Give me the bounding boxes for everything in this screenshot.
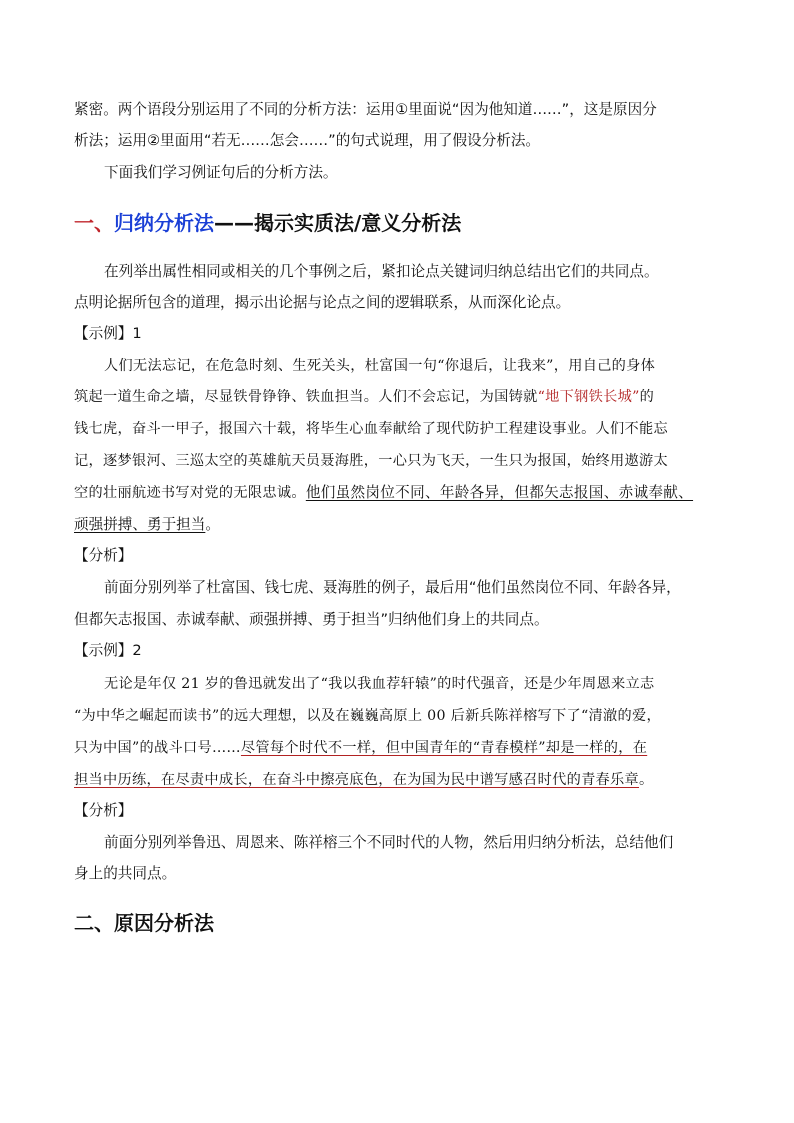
example-2-line-1: 无论是年仅 21 岁的鲁迅就发出了“我以我血荐轩辕”的时代强音，还是少年周恩来立志 [104, 676, 655, 692]
example-1-period: 。 [205, 516, 220, 533]
analysis-1-line-1: 前面分别列举了杜富国、钱七虎、聂海胜的例子，最后用“他们虽然岗位不同、年龄各异， [104, 579, 681, 596]
example-1-line-4: 记，逐梦银河、三巡太空的英雄航天员聂海胜，一心只为飞天，一生只为报国，始终用遨游太 [74, 453, 668, 469]
intro-line-1: 紧密。两个语段分别运用了不同的分析方法：运用①里面说“因为他知道……”，这是原因分 [74, 101, 657, 118]
analysis-2-line-1: 前面分别列举鲁迅、周恩来、陈祥榕三个不同时代的人物，然后用归纳分析法，总结他们 [104, 834, 674, 851]
example-1-line-2-end: 的 [639, 389, 655, 405]
example-2-line-4 [74, 770, 654, 790]
section-1-desc-1: 在列举出属性相同或相关的几个事例之后，紧扣论点关键词归纳总结出它们的共同点。 [104, 263, 659, 280]
example-2-summary-underlined: 尽管每个时代不一样，但中国青年的“青春模样”却是一样的，在 [240, 740, 648, 756]
intro-line-3: 下面我们学习例证句后的分析方法。 [104, 164, 338, 181]
example-1-line-2-text: 筑起一道生命之墙，尽显铁骨铮铮、铁血担当。人们不会忘记，为国铸就 [74, 389, 538, 405]
example-2-line-3-text: 只为中国”的战斗口号…… [74, 740, 241, 756]
section-1-desc-2: 点明论据所包含的道理，揭示出论据与论点之间的逻辑联系，从而深化论点。 [74, 294, 571, 311]
analysis-1-line-2: 但都矢志报国、赤诚奉献、顽强拼搏、勇于担当”归纳他们身上的共同点。 [74, 611, 549, 628]
section-1-title-a: 归纳分析法 [114, 211, 214, 235]
example-1-line-5 [74, 483, 693, 503]
section-2-heading: 二、原因分析法 [74, 911, 214, 935]
example-1-line-5-text: 空的壮丽航迹书写对党的无限忠诚。 [74, 485, 306, 501]
intro-line-2: 析法；运用②里面用“若无……怎会……”的句式说理，用了假设分析法。 [74, 132, 541, 149]
example-2-line-2: “为中华之崛起而读书”的远大理想，以及在巍巍高原上 00 后新兵陈祥榕写下了“清澈的爱， [74, 708, 661, 724]
example-1-line-2 [74, 387, 654, 407]
highlight-underground-wall: “地下钢铁长城” [537, 389, 640, 405]
example-2-label: 【示例】2 [74, 642, 142, 659]
example-1-line-6 [74, 515, 220, 535]
analysis-2-line-2: 身上的共同点。 [74, 865, 177, 882]
analysis-2-label: 【分析】 [74, 802, 133, 819]
section-1-heading [74, 210, 461, 236]
example-2-line-3 [74, 738, 647, 758]
example-1-summary-underlined-end: 顽强拼搏、勇于担当 [74, 516, 206, 533]
analysis-1-label: 【分析】 [74, 547, 133, 564]
section-1-title-b: ——揭示实质法/意义分析法 [214, 211, 462, 235]
example-1-summary-underlined: 他们虽然岗位不同、年龄各异，但都矢志报国、赤诚奉献、 [305, 484, 694, 501]
section-1-number: 一、 [74, 211, 114, 235]
example-1-line-1: 人们无法忘记，在危急时刻、生死关头，杜富国一句“你退后，让我来”，用自己的身体 [104, 358, 656, 374]
example-2-summary-underlined-end: 担当中历练，在尽责中成长，在奋斗中擦亮底色，在为国为民中谱写感召时代的青春乐章 [74, 772, 640, 788]
example-2-period: 。 [639, 772, 654, 788]
example-1-line-3: 钱七虎，奋斗一甲子，报国六十载，将毕生心血奉献给了现代防护工程建设事业。人们不能忘 [74, 421, 668, 437]
example-1-label: 【示例】1 [74, 325, 142, 342]
